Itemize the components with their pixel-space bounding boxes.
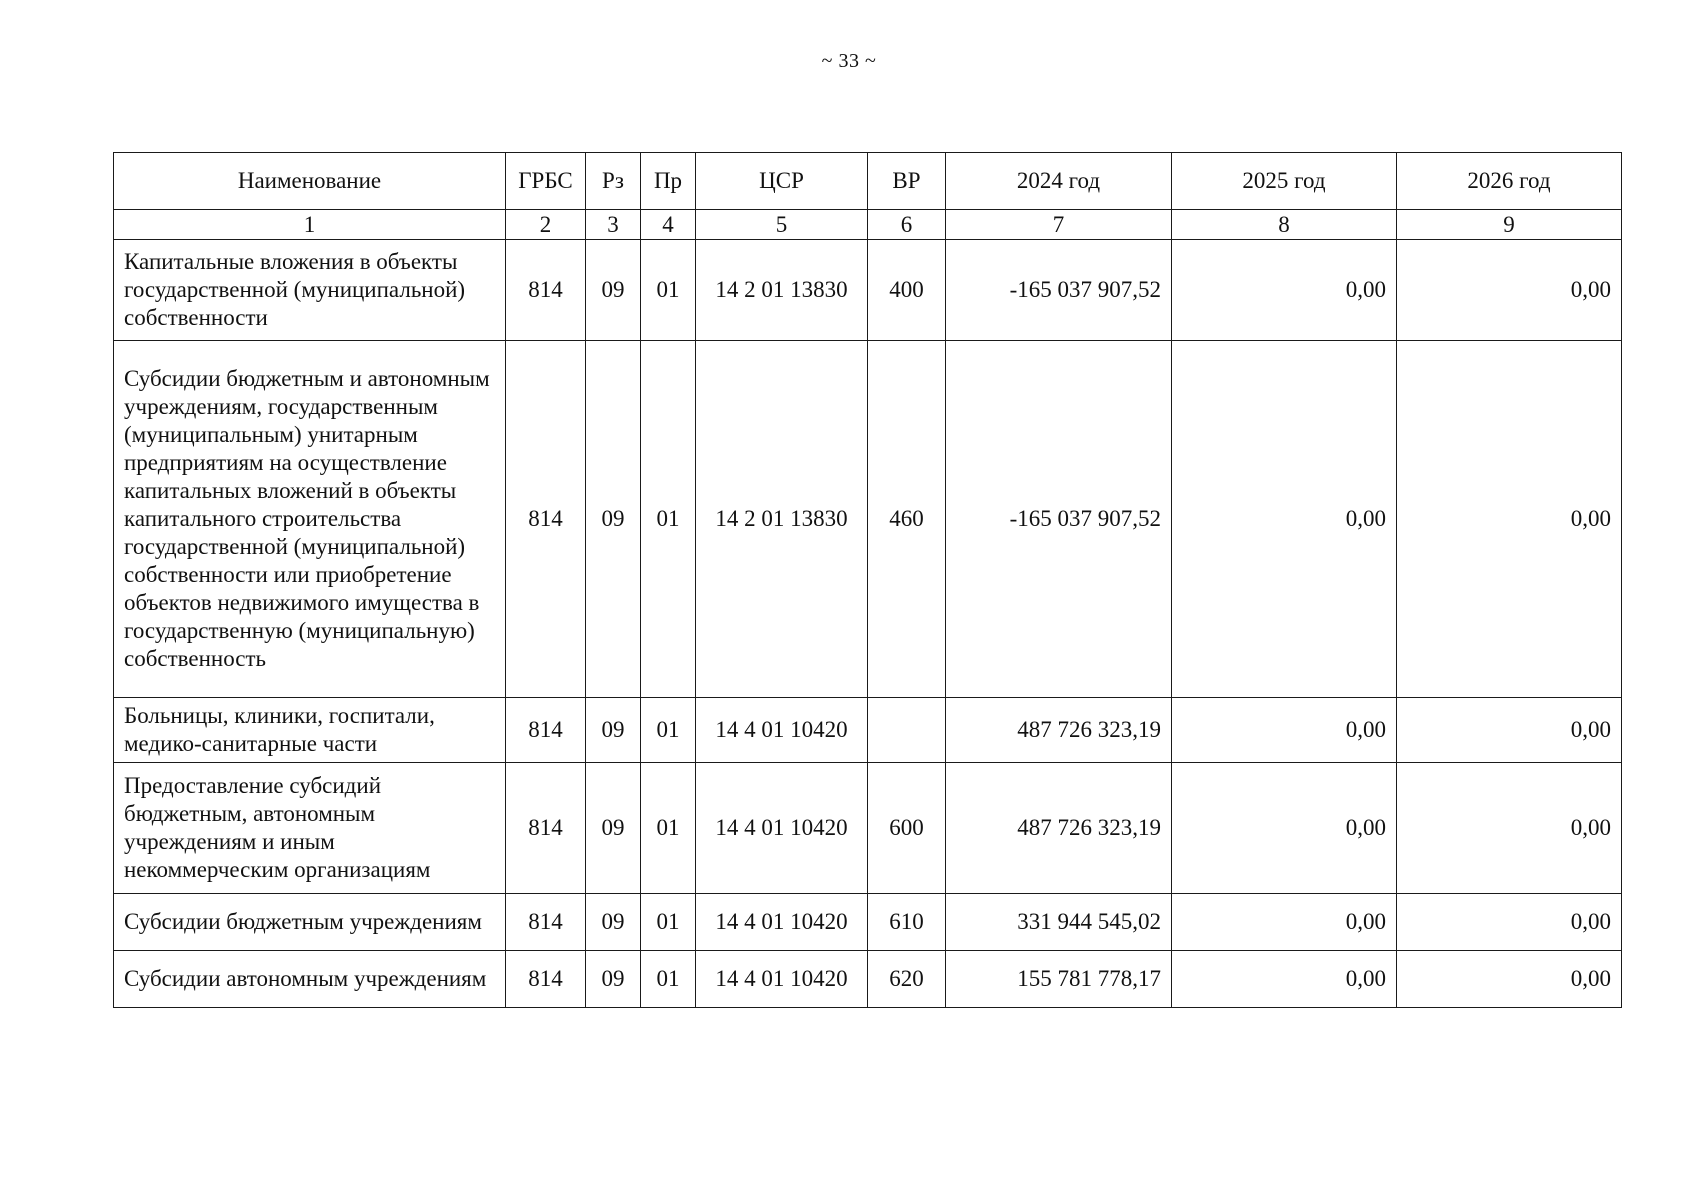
- row-amount-2025: 0,00: [1172, 894, 1397, 951]
- header-grbs: ГРБС: [506, 153, 586, 210]
- header-2026: 2026 год: [1397, 153, 1622, 210]
- row-amount-2024: 487 726 323,19: [946, 763, 1172, 894]
- row-amount-2026: 0,00: [1397, 894, 1622, 951]
- row-vr: 600: [868, 763, 946, 894]
- row-amount-2026: 0,00: [1397, 763, 1622, 894]
- row-vr: [868, 698, 946, 763]
- row-pr: 01: [641, 951, 696, 1008]
- column-number: 2: [506, 210, 586, 240]
- row-amount-2024: 487 726 323,19: [946, 698, 1172, 763]
- row-rz: 09: [586, 951, 641, 1008]
- row-name: Субсидии бюджетным учреждениям: [114, 894, 506, 951]
- table-header-row: [114, 153, 1622, 210]
- column-number: 3: [586, 210, 641, 240]
- row-rz: 09: [586, 763, 641, 894]
- row-name: Больницы, клиники, госпитали, медико-санитарные части: [114, 698, 506, 763]
- row-csr: 14 4 01 10420: [696, 951, 868, 1008]
- row-grbs: 814: [506, 763, 586, 894]
- column-number: 9: [1397, 210, 1622, 240]
- row-rz: 09: [586, 894, 641, 951]
- header-csr: ЦСР: [696, 153, 868, 210]
- row-grbs: 814: [506, 698, 586, 763]
- header-2025: 2025 год: [1172, 153, 1397, 210]
- column-number: 8: [1172, 210, 1397, 240]
- row-name: Предоставление субсидий бюджетным, автономным учреждениям и иным некоммерческим организациям: [114, 763, 506, 894]
- row-pr: 01: [641, 240, 696, 341]
- header-2024: 2024 год: [946, 153, 1172, 210]
- row-csr: 14 2 01 13830: [696, 240, 868, 341]
- row-name: Капитальные вложения в объекты государственной (муниципальной) собственности: [114, 240, 506, 341]
- row-amount-2025: 0,00: [1172, 763, 1397, 894]
- table-row: [114, 341, 1622, 698]
- row-csr: 14 4 01 10420: [696, 763, 868, 894]
- row-vr: 620: [868, 951, 946, 1008]
- column-number: 4: [641, 210, 696, 240]
- row-name: Субсидии бюджетным и автономным учреждениям, государственным (муниципальным) унитарным предприятиям на осуществление капитальных вложений в объекты капитального строительства государственной (муниципальной) собственности или приобретение объектов недвижимого имущества в государственную (муниципальную) собственность: [114, 341, 506, 698]
- row-csr: 14 2 01 13830: [696, 341, 868, 698]
- header-vr: ВР: [868, 153, 946, 210]
- table-row: [114, 763, 1622, 894]
- row-vr: 460: [868, 341, 946, 698]
- row-pr: 01: [641, 894, 696, 951]
- row-amount-2026: 0,00: [1397, 341, 1622, 698]
- header-pr: Пр: [641, 153, 696, 210]
- header-rz: Рз: [586, 153, 641, 210]
- table-row: [114, 894, 1622, 951]
- row-amount-2024: -165 037 907,52: [946, 341, 1172, 698]
- row-vr: 610: [868, 894, 946, 951]
- row-pr: 01: [641, 698, 696, 763]
- row-amount-2025: 0,00: [1172, 951, 1397, 1008]
- row-rz: 09: [586, 698, 641, 763]
- row-amount-2026: 0,00: [1397, 698, 1622, 763]
- row-amount-2024: 155 781 778,17: [946, 951, 1172, 1008]
- row-pr: 01: [641, 763, 696, 894]
- column-number: 5: [696, 210, 868, 240]
- page-number: ~ 33 ~: [821, 50, 877, 72]
- column-number: 6: [868, 210, 946, 240]
- header-name: Наименование: [114, 153, 506, 210]
- column-number: 1: [114, 210, 506, 240]
- column-number: 7: [946, 210, 1172, 240]
- budget-table: [113, 152, 1622, 1008]
- row-grbs: 814: [506, 341, 586, 698]
- table-row: [114, 698, 1622, 763]
- row-grbs: 814: [506, 951, 586, 1008]
- row-rz: 09: [586, 341, 641, 698]
- row-name: Субсидии автономным учреждениям: [114, 951, 506, 1008]
- row-vr: 400: [868, 240, 946, 341]
- row-amount-2025: 0,00: [1172, 698, 1397, 763]
- row-amount-2026: 0,00: [1397, 951, 1622, 1008]
- column-number-row: [114, 210, 1622, 240]
- table-row: [114, 240, 1622, 341]
- row-amount-2024: -165 037 907,52: [946, 240, 1172, 341]
- row-amount-2025: 0,00: [1172, 341, 1397, 698]
- row-rz: 09: [586, 240, 641, 341]
- row-pr: 01: [641, 341, 696, 698]
- row-csr: 14 4 01 10420: [696, 894, 868, 951]
- row-amount-2026: 0,00: [1397, 240, 1622, 341]
- row-grbs: 814: [506, 894, 586, 951]
- row-csr: 14 4 01 10420: [696, 698, 868, 763]
- row-grbs: 814: [506, 240, 586, 341]
- table-row: [114, 951, 1622, 1008]
- row-amount-2025: 0,00: [1172, 240, 1397, 341]
- row-amount-2024: 331 944 545,02: [946, 894, 1172, 951]
